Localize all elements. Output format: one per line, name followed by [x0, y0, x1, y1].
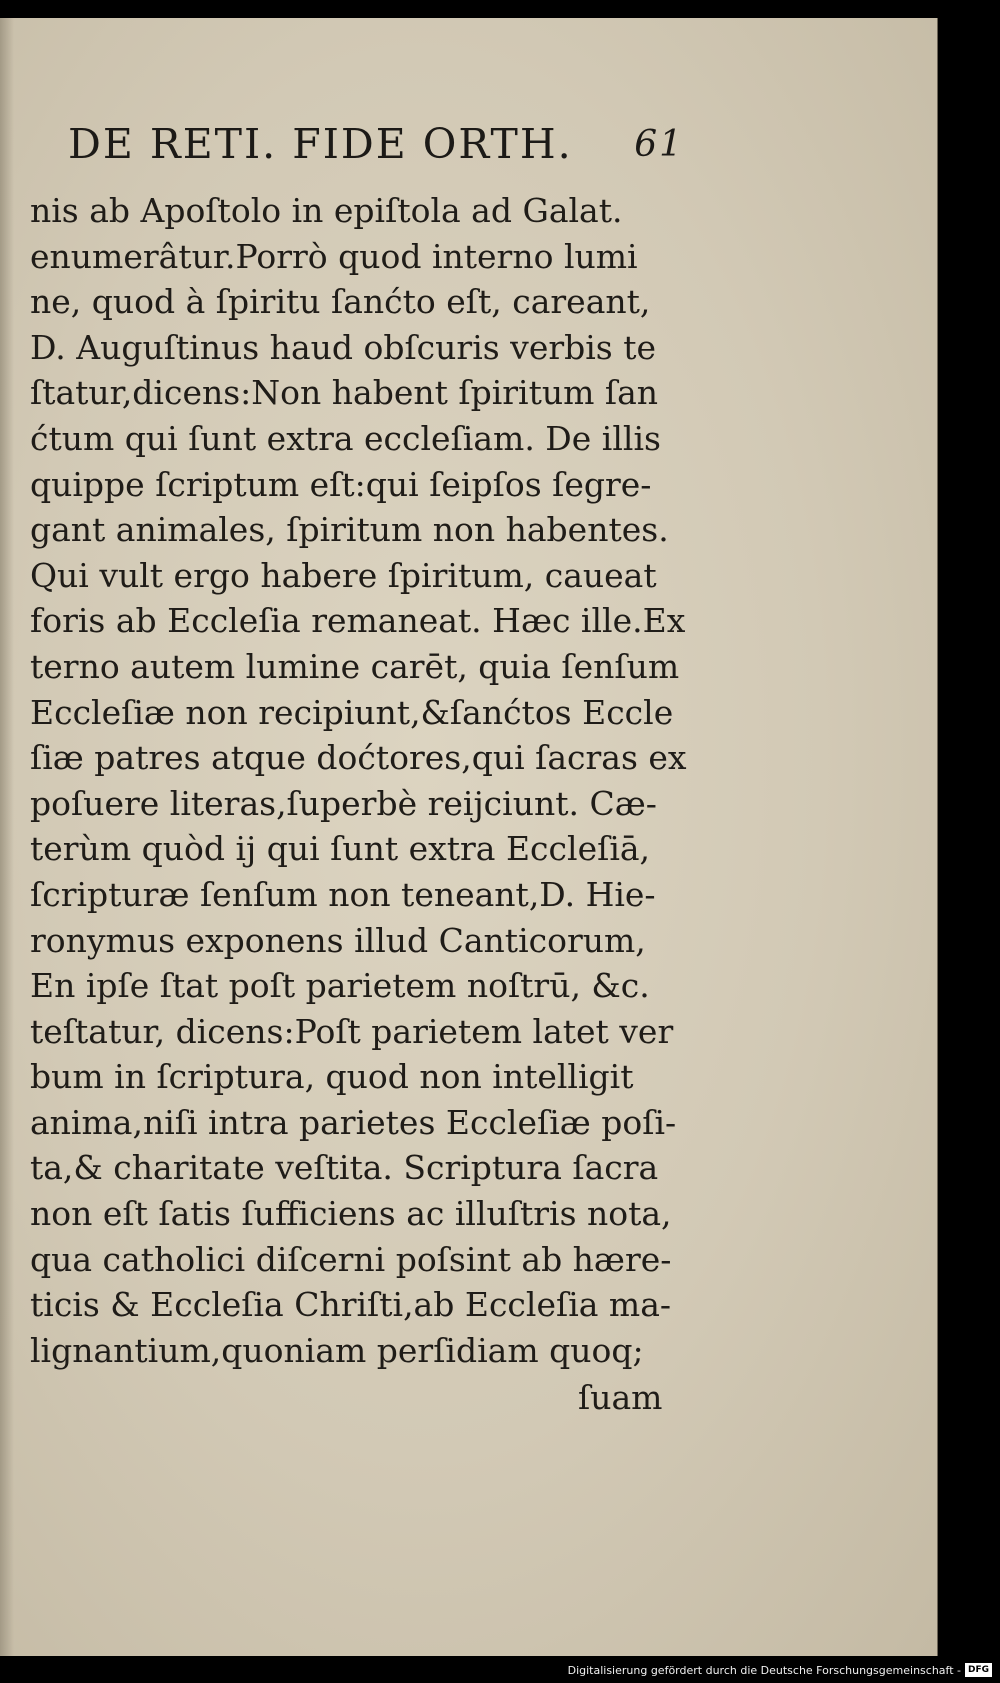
text-line: poſuere literas,ſuperbè reijciunt. Cæ- [30, 783, 657, 823]
text-line: ta,& charitate veſtita. Scriptura ſacra [30, 1148, 659, 1188]
digitization-credit [568, 1661, 992, 1679]
text-line: gant animales, ſpiritum non habentes. [30, 510, 669, 550]
running-head [68, 120, 684, 180]
book-page [0, 18, 938, 1656]
page-gutter-shadow [0, 18, 14, 1656]
text-line: quippe ſcriptum eſt:qui ſeipſos ſegre- [30, 464, 652, 504]
text-line: ſcripturæ ſenſum non teneant,D. Hie- [30, 874, 656, 914]
text-line: lignantium,quoniam perſidiam quoq; [30, 1330, 644, 1370]
text-line: ronymus exponens illud Canticorum, [30, 920, 646, 960]
page-number: 61 [634, 124, 684, 165]
text-line: D. Auguſtinus haud obſcuris verbis te [30, 327, 657, 367]
text-line: Qui vult ergo habere ſpiritum, caueat [30, 555, 657, 595]
text-line: terùm quòd ij qui ſunt extra Eccleſiā, [30, 829, 651, 869]
text-line: En ipſe ſtat poſt parietem noſtrū, &c. [30, 966, 650, 1006]
running-head-title: DE RETI. FIDE ORTH. [68, 120, 573, 168]
text-line: teſtatur, dicens:Poſt parietem latet ver [30, 1011, 674, 1051]
text-line: ticis & Eccleſia Chriſti,ab Eccleſia ma- [30, 1285, 672, 1325]
dfg-logo: DFG [965, 1663, 992, 1677]
text-line: ćtum qui ſunt extra eccleſiam. De illis [30, 418, 661, 458]
text-line: ſtatur,dicens:Non habent ſpiritum ſan [30, 373, 659, 413]
catchword: ſuam [578, 1378, 663, 1417]
text-line: terno autem lumine carēt, quia ſenſum [30, 646, 680, 686]
body-text [30, 188, 690, 1373]
text-line: enumerâtur.Porrò quod interno lumi [30, 236, 638, 276]
text-line: qua catholici diſcerni poſsint ab hære- [30, 1239, 672, 1279]
text-line: foris ab Eccleſia remaneat. Hæc ille.Ex [30, 601, 686, 641]
text-line: ne, quod à ſpiritu ſanćto eſt, careant, [30, 282, 651, 322]
text-line: anima,niſi intra parietes Eccleſiæ poſi- [30, 1102, 677, 1142]
text-line: Eccleſiæ non recipiunt,&ſanćtos Eccle [30, 692, 674, 732]
text-line: non eſt ſatis ſufficiens ac illuſtris nota, [30, 1194, 672, 1234]
text-line: ſiæ patres atque doćtores,qui ſacras ex [30, 738, 687, 778]
credit-text: Digitalisierung gefördert durch die Deutsche Forschungsgemeinschaft - [567, 1663, 961, 1677]
text-line: bum in ſcriptura, quod non intelligit [30, 1057, 634, 1097]
text-line: nis ab Apoſtolo in epiſtola ad Galat. [30, 191, 623, 230]
